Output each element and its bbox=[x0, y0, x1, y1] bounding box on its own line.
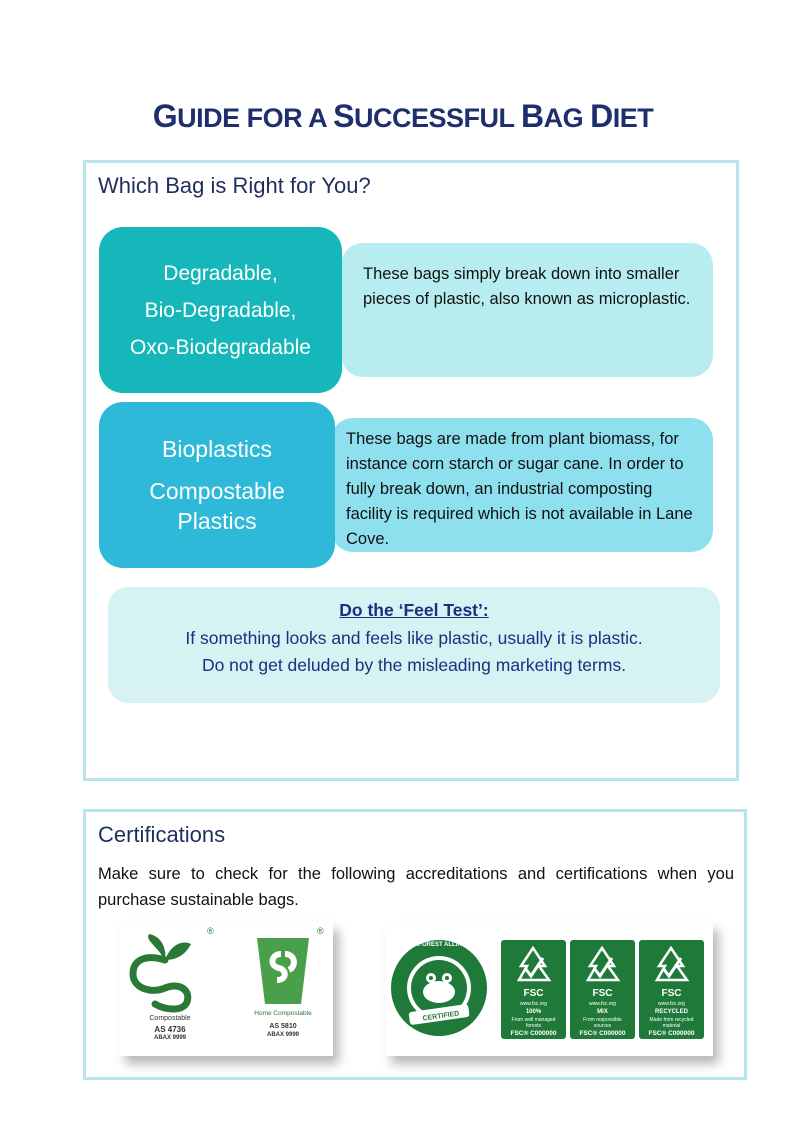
label-line: Bio-Degradable, bbox=[144, 298, 297, 322]
rainforest-fsc-logos-card bbox=[385, 922, 713, 1056]
certifications-panel bbox=[83, 809, 747, 1080]
bioplastics-label-box bbox=[99, 402, 335, 568]
registered-mark: ® bbox=[317, 926, 324, 936]
label-line: Compostable bbox=[149, 478, 285, 504]
fsc-site: www.fsc.org bbox=[520, 1001, 547, 1007]
degradable-description: These bags simply break down into smaller pieces of plastic, also known as microplastic. bbox=[363, 265, 691, 308]
fsc-kind: MIX bbox=[597, 1009, 608, 1015]
feel-test-heading: Do the ‘Feel Test’: bbox=[339, 600, 489, 620]
feel-test-box bbox=[108, 587, 720, 703]
feel-test-line: Do not get deluded by the misleading marketing terms. bbox=[201, 655, 627, 675]
fsc-name: FSC bbox=[592, 988, 613, 999]
rainforest-bottom-text: CERTIFIED bbox=[422, 1010, 460, 1023]
label-line: Degradable, bbox=[163, 261, 278, 285]
tree-check-icon bbox=[653, 946, 690, 986]
rainforest-top-text: RAINFOREST ALLIANCE bbox=[403, 942, 475, 948]
fsc-site: www.fsc.org bbox=[658, 1001, 685, 1007]
fsc-site: www.fsc.org bbox=[589, 1001, 616, 1007]
bioplastics-description-box bbox=[331, 418, 713, 552]
certifications-text: Make sure to check for the following accreditations and certifications when you purchase sustainable bags. bbox=[98, 865, 734, 909]
fsc-name: FSC bbox=[523, 988, 544, 999]
bioplastics-description: These bags are made from plant biomass, for instance corn starch or sugar cane. In order to fully break down, an industrial composting facility is required which is not available in Lane Cove. bbox=[346, 430, 693, 548]
home-compostable-code: ABAX 9999 bbox=[266, 1032, 299, 1038]
certifications-heading: Certifications bbox=[98, 822, 226, 847]
rainforest-alliance-frog-icon bbox=[389, 938, 489, 1038]
fsc-recycled-logo bbox=[639, 940, 704, 1039]
fsc-desc: From well managed forests bbox=[511, 1017, 556, 1029]
fsc-desc: Made from recycled material bbox=[649, 1017, 694, 1029]
home-compostable-standard: AS 5810 bbox=[269, 1023, 297, 1030]
fsc-mix-logo bbox=[570, 940, 635, 1039]
bag-types-heading: Which Bag is Right for You? bbox=[98, 173, 371, 198]
registered-mark: ® bbox=[207, 926, 214, 936]
home-compostable-name: Home Compostable bbox=[254, 1010, 312, 1017]
compostable-logos-card bbox=[119, 922, 333, 1056]
seedling-icon bbox=[125, 930, 209, 1014]
label-line: Oxo-Biodegradable bbox=[130, 335, 311, 359]
label-line: Plastics bbox=[177, 508, 257, 534]
fsc-kind: 100% bbox=[525, 1009, 542, 1015]
compostable-code: ABAX 9999 bbox=[153, 1035, 186, 1041]
fsc-code: FSC® C000000 bbox=[510, 1030, 557, 1037]
fsc-code: FSC® C000000 bbox=[648, 1030, 695, 1037]
fsc-100-logo bbox=[501, 940, 566, 1039]
compostable-name: Compostable bbox=[149, 1015, 191, 1022]
degradable-label-box bbox=[99, 227, 342, 393]
tree-check-icon bbox=[584, 946, 621, 986]
label-line: Bioplastics bbox=[162, 436, 272, 462]
fsc-name: FSC bbox=[661, 988, 682, 999]
tree-check-icon bbox=[515, 946, 552, 986]
fsc-desc: From responsible sources bbox=[583, 1017, 622, 1029]
bag-types-panel bbox=[83, 160, 739, 781]
compostable-standard: AS 4736 bbox=[154, 1025, 186, 1034]
fsc-code: FSC® C000000 bbox=[579, 1030, 626, 1037]
feel-test-text bbox=[108, 625, 720, 679]
fsc-kind: RECYCLED bbox=[654, 1009, 688, 1015]
degradable-description-box bbox=[341, 243, 713, 377]
home-compostable-icon bbox=[251, 932, 315, 1008]
page-title: GUIDE FOR A SUCCESSFUL BAG DIET bbox=[152, 98, 654, 134]
feel-test-line: If something looks and feels like plastic, usually it is plastic. bbox=[185, 628, 643, 648]
